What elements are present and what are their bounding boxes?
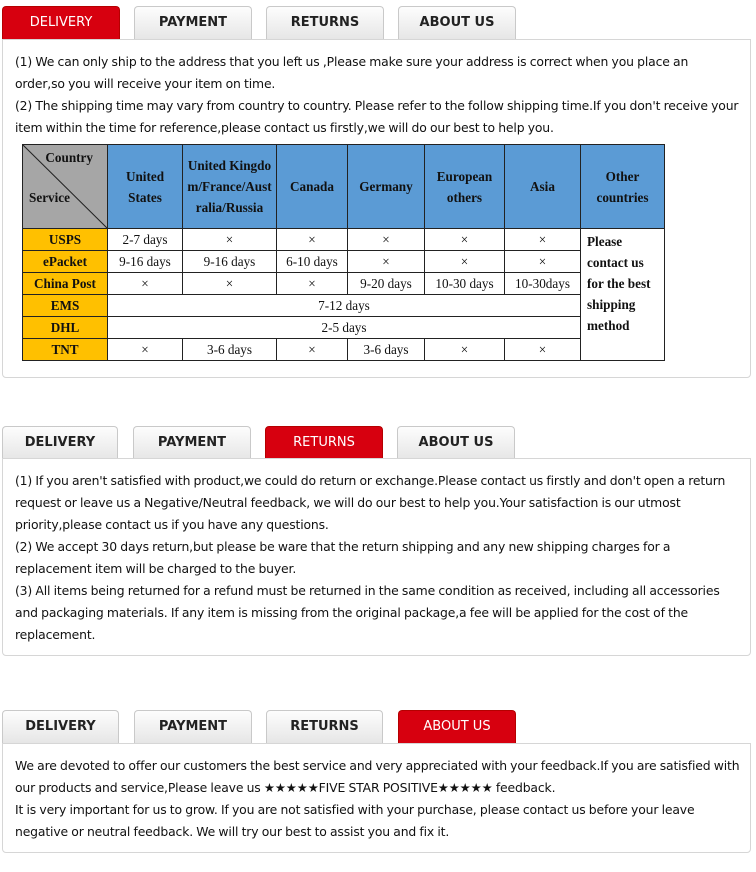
table-cell: × (425, 339, 505, 361)
table-cell: × (277, 229, 348, 251)
tab-bar (0, 6, 756, 40)
table-row (23, 295, 665, 317)
column-header: United Kingdom/France/Australia/Russia (183, 145, 277, 229)
service-name: DHL (23, 317, 108, 339)
tab-delivery[interactable]: DELIVERY (2, 710, 119, 743)
column-header: Germany (348, 145, 425, 229)
table-cell: × (505, 229, 581, 251)
tab-delivery[interactable]: DELIVERY (2, 426, 118, 459)
table-row (23, 229, 665, 251)
corner-service-label: Service (29, 190, 71, 205)
service-name: China Post (23, 273, 108, 295)
delivery-paragraph-1: (1) We can only ship to the address that you left us ,Please make sure your address is correct when you place an order,so you will receive your item on time. (15, 54, 689, 91)
table-cell: 3-6 days (183, 339, 277, 361)
column-header: United States (108, 145, 183, 229)
table-cell: × (183, 229, 277, 251)
table-cell: × (277, 273, 348, 295)
tab-payment[interactable]: PAYMENT (133, 426, 251, 459)
about-paragraph-1: We are devoted to offer our customers the best service and very appreciated with your feedback.If you are satisfied with our products and service,Please leave us ★★★★★FIVE STAR POSITIVE★★★★★ feedback. (15, 758, 740, 795)
table-cell: × (108, 339, 183, 361)
table-cell: 9-16 days (108, 251, 183, 273)
table-cell: 2-7 days (108, 229, 183, 251)
table-cell: × (348, 251, 425, 273)
column-header: Other countries (581, 145, 665, 229)
column-header: European others (425, 145, 505, 229)
table-cell: 3-6 days (348, 339, 425, 361)
returns-paragraph-2: (2) We accept 30 days return,but please be ware that the return shipping and any new shipping charges for a replacement item will be charged to the buyer. (15, 539, 671, 576)
table-cell: 7-12 days (108, 295, 581, 317)
tab-about-us[interactable]: ABOUT US (398, 6, 516, 39)
delivery-panel (2, 39, 751, 378)
service-name: EMS (23, 295, 108, 317)
table-cell: 2-5 days (108, 317, 581, 339)
table-cell: 10-30days (505, 273, 581, 295)
table-cell: 6-10 days (277, 251, 348, 273)
table-cell: × (505, 251, 581, 273)
table-corner-cell (23, 145, 108, 229)
tab-payment[interactable]: PAYMENT (134, 6, 252, 39)
returns-paragraph-3: (3) All items being returned for a refund must be returned in the same condition as received, including all accessories and packaging materials. If any item is missing from the original package,a fee will be applied for the cost of the replacement. (15, 583, 720, 642)
tab-payment[interactable]: PAYMENT (134, 710, 252, 743)
about-section (0, 710, 756, 854)
other-countries-note: Please contact us for the best shipping method (581, 229, 665, 361)
table-row (23, 251, 665, 273)
tab-returns[interactable]: RETURNS (266, 6, 384, 39)
returns-section (0, 426, 756, 656)
table-cell: 9-20 days (348, 273, 425, 295)
table-cell: × (108, 273, 183, 295)
table-cell: 9-16 days (183, 251, 277, 273)
service-name: USPS (23, 229, 108, 251)
about-paragraph-2: It is very important for us to grow. If you are not satisfied with your purchase, please contact us before your leave negative or neutral feedback. We will try our best to assist you and fix it. (15, 802, 695, 839)
tab-returns[interactable]: RETURNS (266, 710, 383, 743)
table-cell: 10-30 days (425, 273, 505, 295)
table-cell: × (425, 229, 505, 251)
about-panel (2, 743, 751, 853)
table-cell: × (425, 251, 505, 273)
returns-panel (2, 458, 751, 656)
column-header: Asia (505, 145, 581, 229)
service-name: TNT (23, 339, 108, 361)
column-header: Canada (277, 145, 348, 229)
tab-about-us[interactable]: ABOUT US (397, 426, 515, 459)
table-cell: × (183, 273, 277, 295)
table-row (23, 317, 665, 339)
service-name: ePacket (23, 251, 108, 273)
tab-delivery[interactable]: DELIVERY (2, 6, 120, 39)
tab-returns[interactable]: RETURNS (265, 426, 383, 459)
table-row (23, 273, 665, 295)
delivery-paragraph-2: (2) The shipping time may vary from country to country. Please refer to the follow shipping time.If you don't receive your item within the time for reference,please contact us firstly,we will do our best to help you. (15, 98, 739, 135)
tab-about-us[interactable]: ABOUT US (398, 710, 516, 743)
tab-bar (0, 710, 756, 744)
corner-country-label: Country (45, 150, 93, 165)
tab-bar (0, 426, 756, 460)
shipping-time-table (22, 144, 665, 361)
table-cell: × (277, 339, 348, 361)
table-row (23, 339, 665, 361)
delivery-section (0, 6, 756, 378)
table-cell: × (505, 339, 581, 361)
returns-paragraph-1: (1) If you aren't satisfied with product,we could do return or exchange.Please contact us firstly and don't open a return request or leave us a Negative/Neutral feedback, we will do our best to help you.Your satisfaction is our utmost priority,please contact us if you have any questions. (15, 473, 726, 532)
table-cell: × (348, 229, 425, 251)
